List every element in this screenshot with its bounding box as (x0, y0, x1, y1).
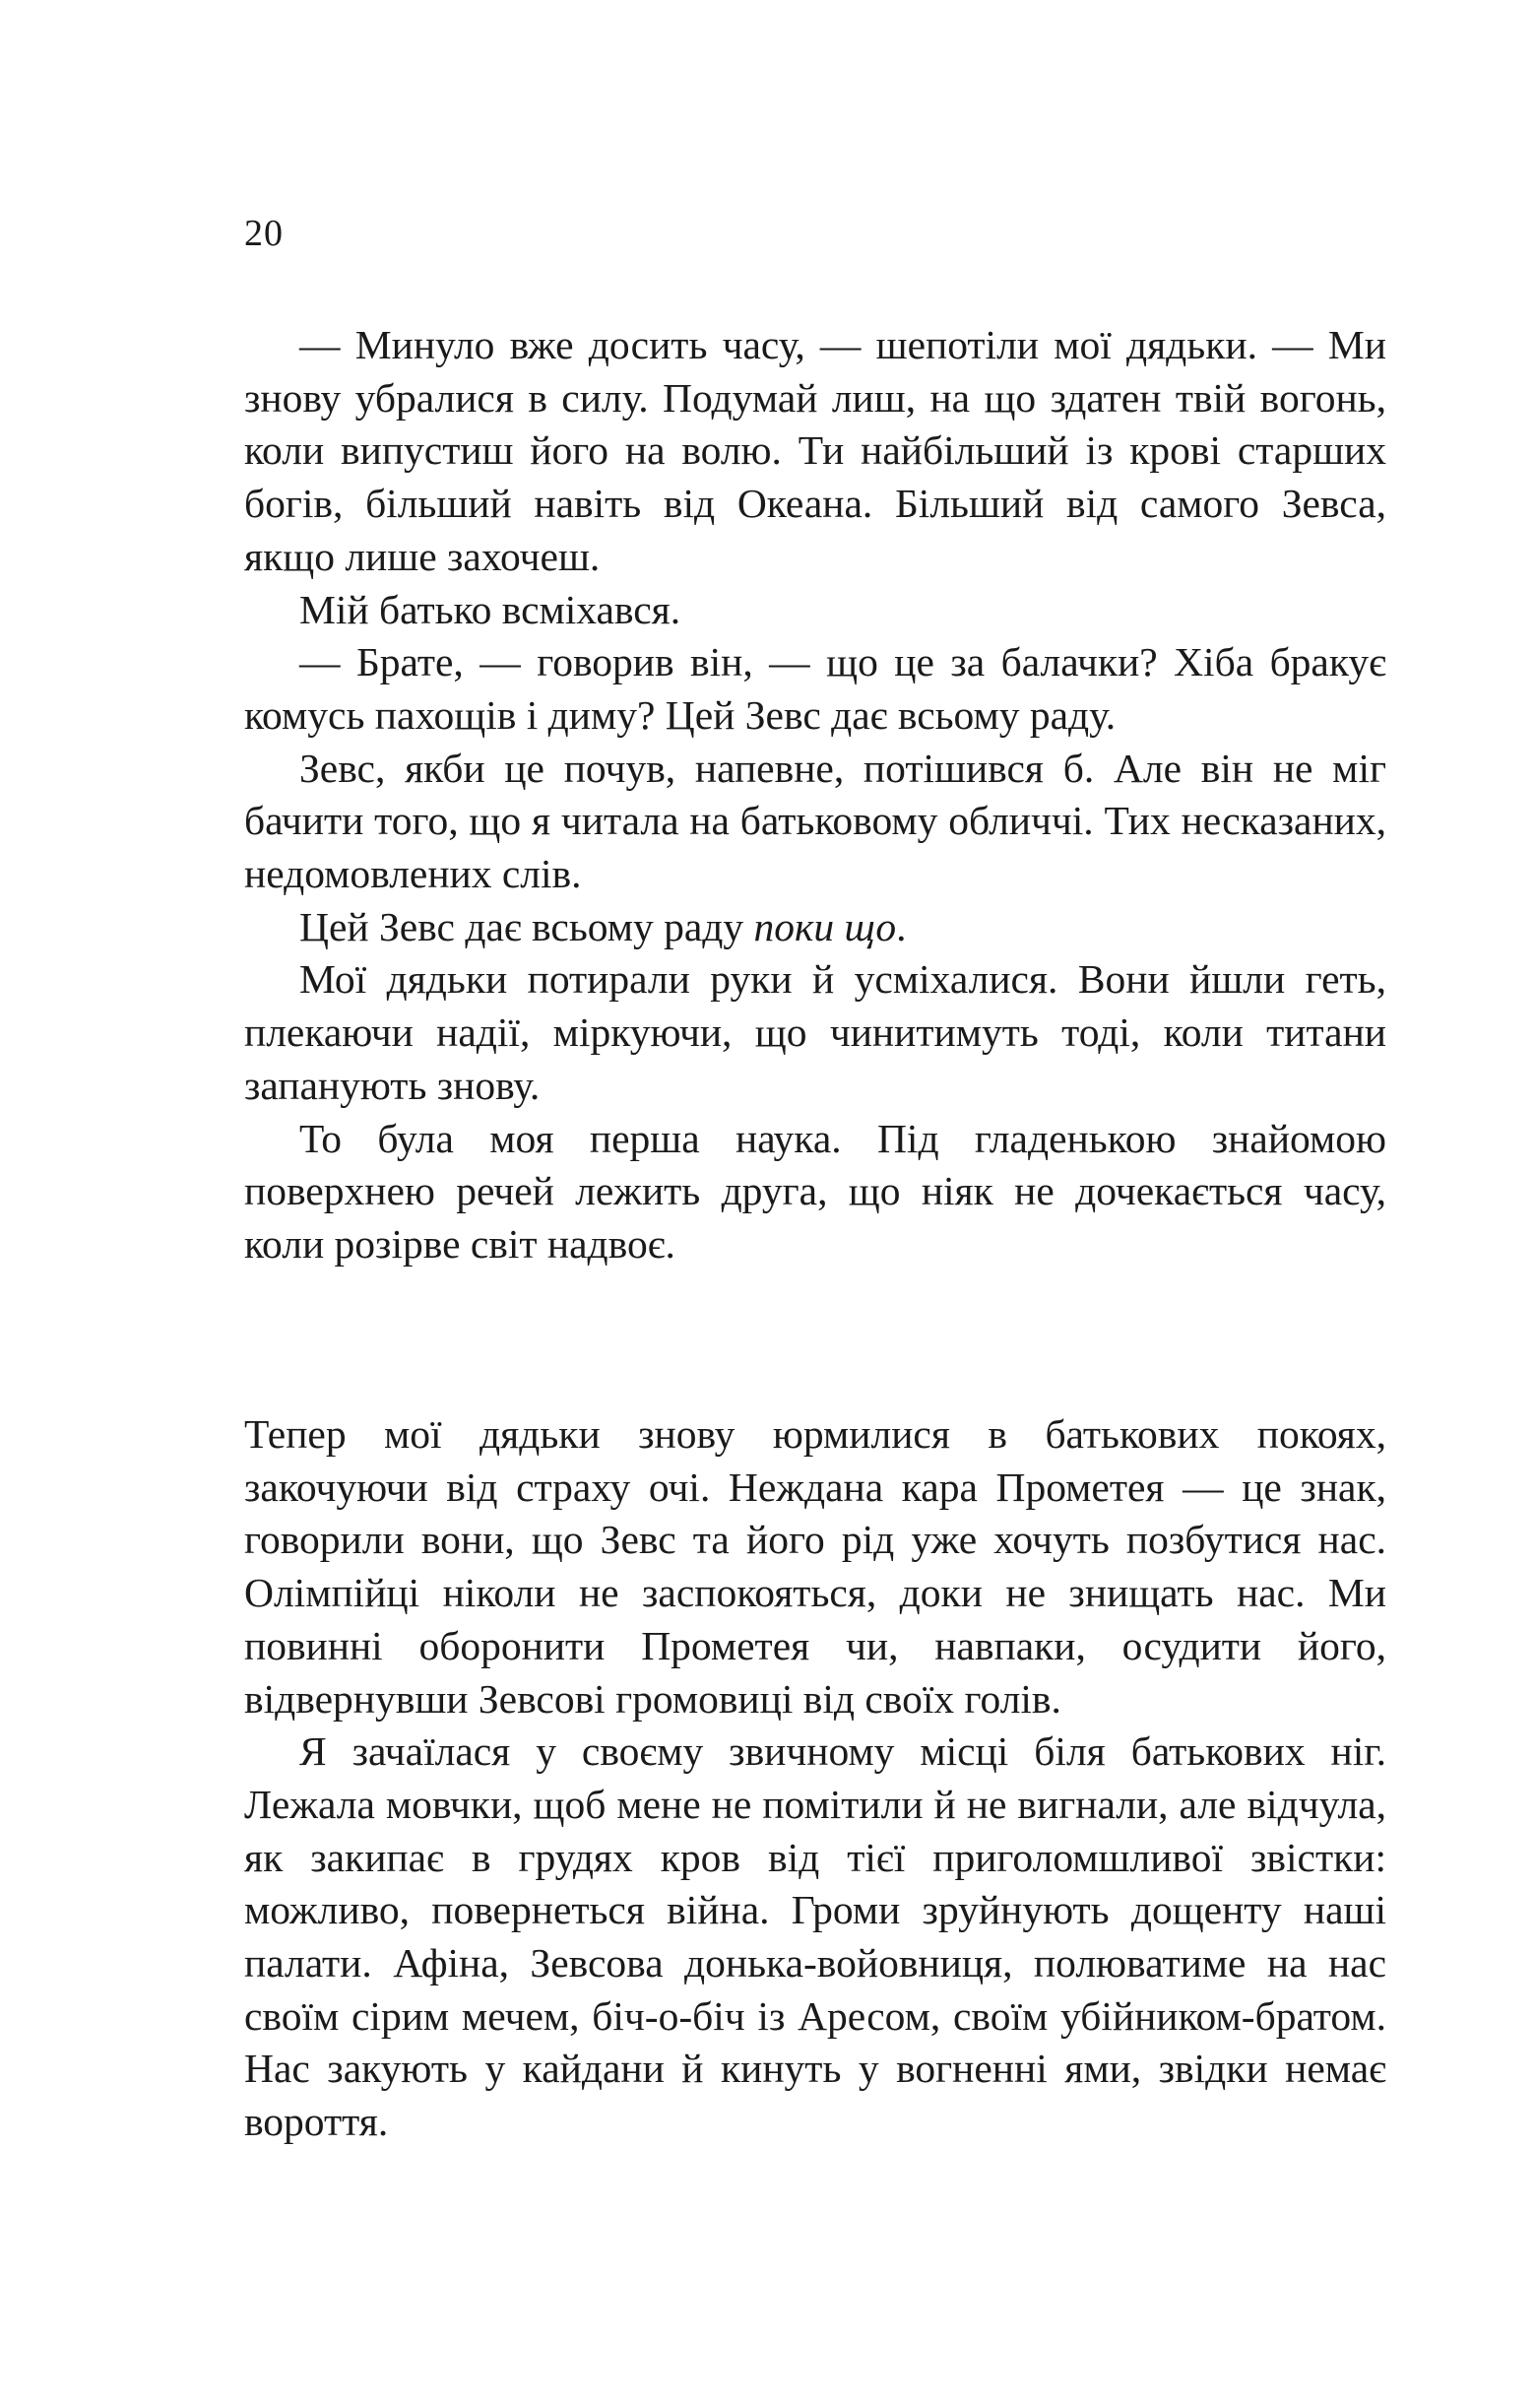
paragraph: Я зачаїлася у своєму звичному місці біля батькових ніг. Лежала мовчки, щоб мене не помітили й не вигнали, але відчула, як закипає в грудях кров від тієї приголомшливої звістки: можливо, повернеться війна. Громи зруйнують дощенту наші палати. Афіна, Зевсова донька-войовниця, полюватиме на нас своїм сірим мечем, біч-о-біч із Аресом, своїм убійником-братом. Нас закують у кайдани й кинуть у вогненні ями, звідки немає вороття. (244, 1728, 1386, 2145)
text-section-2 (244, 1408, 1386, 2149)
paragraph: — Минуло вже досить часу, — шепотіли мої дядьки. — Ми знову убралися в силу. Подумай лиш, на що здатен твій вогонь, коли випустиш його на волю. Ти найбільший із крові старших богів, більший навіть від Океана. Більший від самого Зевса, якщо лише захочеш. (244, 322, 1386, 579)
paragraph-with-emphasis (244, 901, 1386, 954)
paragraph: Мій батько всміхався. (299, 586, 681, 632)
paragraph: Зевс, якби це почув, напевне, потішився б. Але він не міг бачити того, що я читала на батьковому обличчі. Тих несказаних, недомовлених слів. (244, 745, 1386, 897)
section-opening-paragraph: Тепер мої дядьки знову юрмилися в батькових покоях, закочуючи від страху очі. Неждана кара Прометея — це знак, говорили вони, що Зевс та його рід уже хочуть позбутися нас. Олімпійці ніколи не заспокояться, доки не знищать нас. Ми повинні оборонити Прометея чи, навпаки, осудити його, відвернувши Зевсові громовиці від своїх голів. (244, 1411, 1386, 1722)
page-number: 20 (244, 213, 284, 254)
italic-emphasis: поки що (753, 903, 897, 949)
text-before-emphasis: Цей Зевс дає всьому раду (299, 903, 754, 949)
paragraph: То була моя перша наука. Під гладенькою знайомою поверхнею речей лежить друга, що ніяк не дочекається часу, коли розірве світ надвоє. (244, 1115, 1386, 1267)
paragraph: — Брате, — говорив він, — що це за балачки? Хіба бракує комусь пахощів і диму? Цей Зевс дає всьому раду. (244, 639, 1386, 738)
text-after-emphasis: . (896, 903, 907, 949)
paragraph: Мої дядьки потирали руки й усміхалися. Вони йшли геть, плекаючи надії, міркуючи, що чинитимуть тоді, коли титани запанують знову. (244, 956, 1386, 1108)
text-section-1 (244, 319, 1386, 1271)
